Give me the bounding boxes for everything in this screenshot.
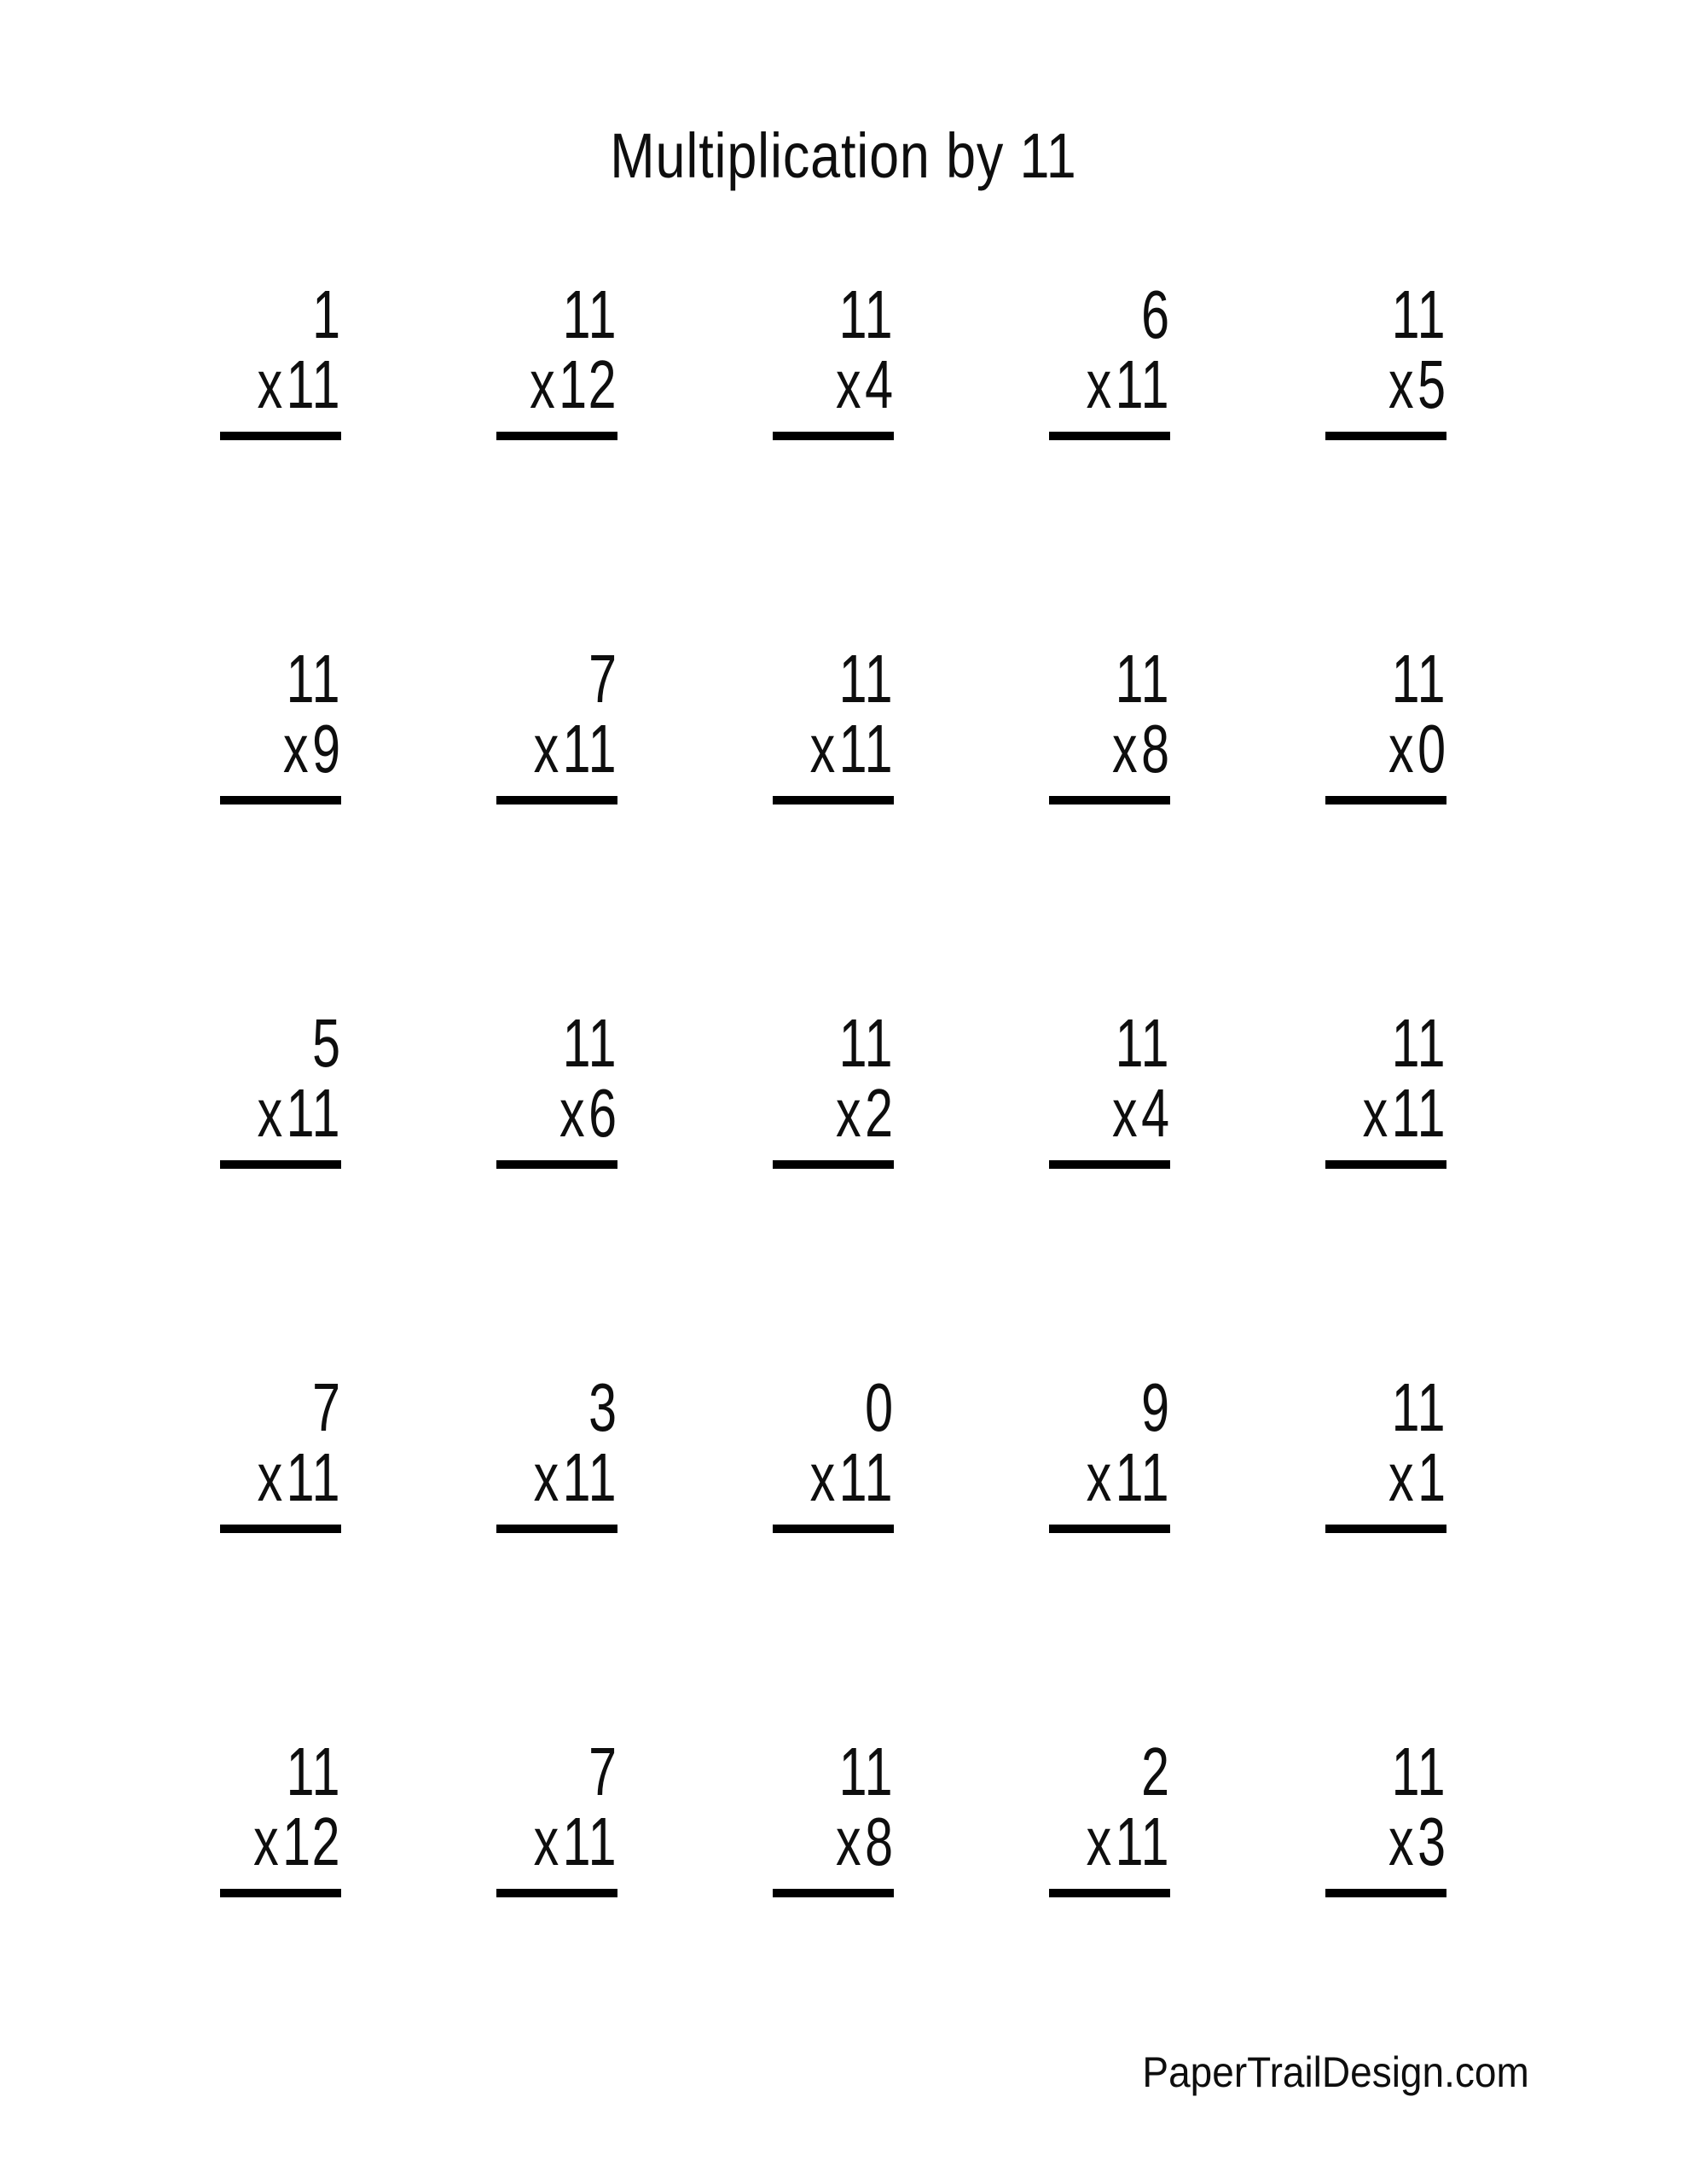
multiply-sign: x	[1111, 1075, 1139, 1151]
multiplicand-value: 3	[588, 1369, 617, 1445]
answer-line	[496, 1160, 617, 1169]
multiply-sign: x	[1111, 711, 1139, 787]
multiplicand	[1049, 1369, 1170, 1445]
answer-line	[220, 1889, 341, 1897]
answer-line	[1049, 1160, 1170, 1169]
multiplier-line	[1049, 1075, 1170, 1151]
multiplier-value: 8	[864, 1804, 894, 1879]
multiplicand	[1325, 641, 1446, 717]
problem-cell	[1325, 1734, 1446, 2101]
multiplicand-value: 5	[311, 1005, 341, 1081]
multiplier-value: 12	[282, 1804, 341, 1879]
multiplier-value: 11	[1115, 346, 1170, 422]
problem-cell	[1325, 1369, 1446, 1737]
answer-line	[1325, 796, 1446, 804]
multiplicand-value: 9	[1140, 1369, 1170, 1445]
multiplier-value: 11	[562, 1804, 617, 1879]
problem-cell	[1325, 276, 1446, 644]
multiplier-line	[220, 1804, 341, 1879]
multiplier-line	[496, 711, 617, 787]
multiplier-line	[220, 1075, 341, 1151]
problem-cell	[1325, 1005, 1446, 1373]
multiplier-line	[1325, 346, 1446, 422]
worksheet-title-text: Multiplication by 11	[610, 120, 1077, 191]
multiplier-value: 11	[1115, 1439, 1170, 1515]
problem-cell	[773, 1734, 894, 2101]
answer-line	[1325, 1889, 1446, 1897]
problem-cell	[220, 641, 341, 1008]
problem-cell	[220, 1369, 341, 1737]
multiplicand	[1325, 1734, 1446, 1809]
multiply-sign: x	[1388, 1439, 1415, 1515]
multiplicand	[773, 1369, 894, 1445]
multiplicand-value: 11	[1115, 641, 1170, 717]
multiplier-value: 11	[1391, 1075, 1446, 1151]
multiplicand	[220, 1005, 341, 1081]
multiplicand-value: 7	[311, 1369, 341, 1445]
multiplier-value: 2	[864, 1075, 894, 1151]
multiply-sign: x	[1086, 1439, 1113, 1515]
multiplier-line	[496, 1804, 617, 1879]
multiplicand-value: 1	[311, 276, 341, 352]
multiplicand-value: 11	[838, 641, 894, 717]
multiplicand-value: 11	[286, 1734, 341, 1809]
multiplicand	[1325, 1005, 1446, 1081]
multiply-sign: x	[533, 711, 560, 787]
multiply-sign: x	[559, 1075, 586, 1151]
answer-line	[1049, 796, 1170, 804]
problem-cell	[773, 276, 894, 644]
problem-cell	[496, 276, 617, 644]
multiplier-line	[1049, 711, 1170, 787]
multiplier-value: 11	[562, 1439, 617, 1515]
multiplier-value: 11	[286, 346, 341, 422]
multiply-sign: x	[835, 1075, 862, 1151]
multiply-sign: x	[257, 346, 284, 422]
multiplicand	[1325, 1369, 1446, 1445]
problem-cell	[496, 1369, 617, 1737]
multiplier-line	[1325, 711, 1446, 787]
multiplicand-value: 7	[588, 1734, 617, 1809]
problem-cell	[773, 1369, 894, 1737]
answer-line	[1325, 432, 1446, 440]
answer-line	[496, 796, 617, 804]
multiplier-line	[773, 1804, 894, 1879]
multiplier-line	[1325, 1075, 1446, 1151]
multiplicand-value: 11	[286, 641, 341, 717]
multiplier-line	[1049, 346, 1170, 422]
multiplicand-value: 11	[1391, 276, 1446, 352]
problem-cell	[1325, 641, 1446, 1008]
problem-cell	[1049, 1369, 1170, 1737]
multiplicand	[496, 641, 617, 717]
multiply-sign: x	[1388, 1804, 1415, 1879]
answer-line	[1049, 1889, 1170, 1897]
multiplier-line	[773, 1075, 894, 1151]
multiplier-value: 8	[1140, 711, 1170, 787]
multiplicand-value: 11	[838, 1734, 894, 1809]
multiplier-value: 11	[838, 1439, 894, 1515]
multiplicand-value: 7	[588, 641, 617, 717]
multiply-sign: x	[835, 1804, 862, 1879]
multiplicand	[496, 1734, 617, 1809]
multiplicand	[773, 641, 894, 717]
multiplicand	[496, 276, 617, 352]
footer-credit	[1109, 2048, 1529, 2096]
multiplicand	[496, 1369, 617, 1445]
multiply-sign: x	[533, 1804, 560, 1879]
multiplicand-value: 11	[1391, 1369, 1446, 1445]
problem-cell	[496, 1005, 617, 1373]
worksheet-title	[0, 120, 1687, 191]
multiplier-line	[773, 346, 894, 422]
multiplicand-value: 0	[864, 1369, 894, 1445]
multiplier-value: 6	[588, 1075, 617, 1151]
problem-cell	[1049, 1734, 1170, 2101]
multiplier-value: 11	[838, 711, 894, 787]
problem-cell	[496, 1734, 617, 2101]
multiplier-value: 1	[1417, 1439, 1446, 1515]
answer-line	[1049, 432, 1170, 440]
multiplier-line	[496, 346, 617, 422]
problem-cell	[773, 641, 894, 1008]
answer-line	[220, 796, 341, 804]
multiplicand	[1049, 1734, 1170, 1809]
answer-line	[1325, 1160, 1446, 1169]
multiplier-value: 12	[559, 346, 617, 422]
multiply-sign: x	[1362, 1075, 1389, 1151]
multiply-sign: x	[257, 1075, 284, 1151]
answer-line	[220, 432, 341, 440]
answer-line	[773, 1525, 894, 1533]
answer-line	[773, 1160, 894, 1169]
multiplicand-value: 6	[1140, 276, 1170, 352]
multiply-sign: x	[1086, 346, 1113, 422]
answer-line	[220, 1160, 341, 1169]
multiplier-line	[1325, 1439, 1446, 1515]
answer-line	[773, 796, 894, 804]
multiplicand-value: 11	[1115, 1005, 1170, 1081]
multiplier-line	[220, 1439, 341, 1515]
multiplicand	[220, 276, 341, 352]
multiplier-value: 11	[286, 1439, 341, 1515]
multiply-sign: x	[257, 1439, 284, 1515]
multiplier-value: 4	[1140, 1075, 1170, 1151]
answer-line	[773, 1889, 894, 1897]
multiplicand	[220, 1734, 341, 1809]
multiply-sign: x	[1086, 1804, 1113, 1879]
multiplier-line	[496, 1439, 617, 1515]
multiplicand-value: 11	[1391, 1734, 1446, 1809]
multiply-sign: x	[530, 346, 557, 422]
multiply-sign: x	[533, 1439, 560, 1515]
problem-cell	[1049, 641, 1170, 1008]
multiplier-line	[1049, 1804, 1170, 1879]
multiply-sign: x	[1388, 711, 1415, 787]
multiplicand-value: 11	[838, 276, 894, 352]
problem-cell	[1049, 276, 1170, 644]
multiplier-value: 5	[1417, 346, 1446, 422]
multiplicand-value: 11	[1391, 1005, 1446, 1081]
multiplicand	[220, 641, 341, 717]
multiplier-value: 9	[311, 711, 341, 787]
multiplicand-value: 11	[562, 276, 617, 352]
answer-line	[496, 432, 617, 440]
multiply-sign: x	[835, 346, 862, 422]
multiplicand-value: 11	[838, 1005, 894, 1081]
multiply-sign: x	[1388, 346, 1415, 422]
problem-cell	[220, 1005, 341, 1373]
multiplier-value: 11	[562, 711, 617, 787]
multiplicand	[773, 1734, 894, 1809]
answer-line	[220, 1525, 341, 1533]
multiplier-line	[220, 346, 341, 422]
answer-line	[1325, 1525, 1446, 1533]
multiplicand-value: 11	[562, 1005, 617, 1081]
answer-line	[496, 1889, 617, 1897]
multiplicand	[773, 1005, 894, 1081]
multiplicand	[773, 276, 894, 352]
multiplicand-value: 2	[1140, 1734, 1170, 1809]
multiplier-line	[773, 1439, 894, 1515]
multiplier-line	[773, 711, 894, 787]
multiplier-value: 0	[1417, 711, 1446, 787]
multiplicand	[496, 1005, 617, 1081]
problems-grid	[220, 276, 1446, 2101]
multiplier-value: 11	[1115, 1804, 1170, 1879]
problem-cell	[220, 1734, 341, 2101]
answer-line	[773, 432, 894, 440]
multiplier-value: 4	[864, 346, 894, 422]
problem-cell	[496, 641, 617, 1008]
multiplier-value: 3	[1417, 1804, 1446, 1879]
multiplicand	[1049, 1005, 1170, 1081]
multiplier-line	[496, 1075, 617, 1151]
multiplicand	[220, 1369, 341, 1445]
multiplier-value: 11	[286, 1075, 341, 1151]
multiply-sign: x	[282, 711, 310, 787]
footer-credit-text: PaperTrailDesign.com	[1142, 2048, 1529, 2096]
multiplier-line	[1325, 1804, 1446, 1879]
answer-line	[1049, 1525, 1170, 1533]
problem-cell	[1049, 1005, 1170, 1373]
multiply-sign: x	[809, 1439, 837, 1515]
multiplicand-value: 11	[1391, 641, 1446, 717]
answer-line	[496, 1525, 617, 1533]
multiply-sign: x	[809, 711, 837, 787]
problem-cell	[773, 1005, 894, 1373]
multiplier-line	[220, 711, 341, 787]
problem-cell	[220, 276, 341, 644]
multiplicand	[1325, 276, 1446, 352]
multiplicand	[1049, 641, 1170, 717]
multiplier-line	[1049, 1439, 1170, 1515]
multiplicand	[1049, 276, 1170, 352]
multiply-sign: x	[253, 1804, 281, 1879]
